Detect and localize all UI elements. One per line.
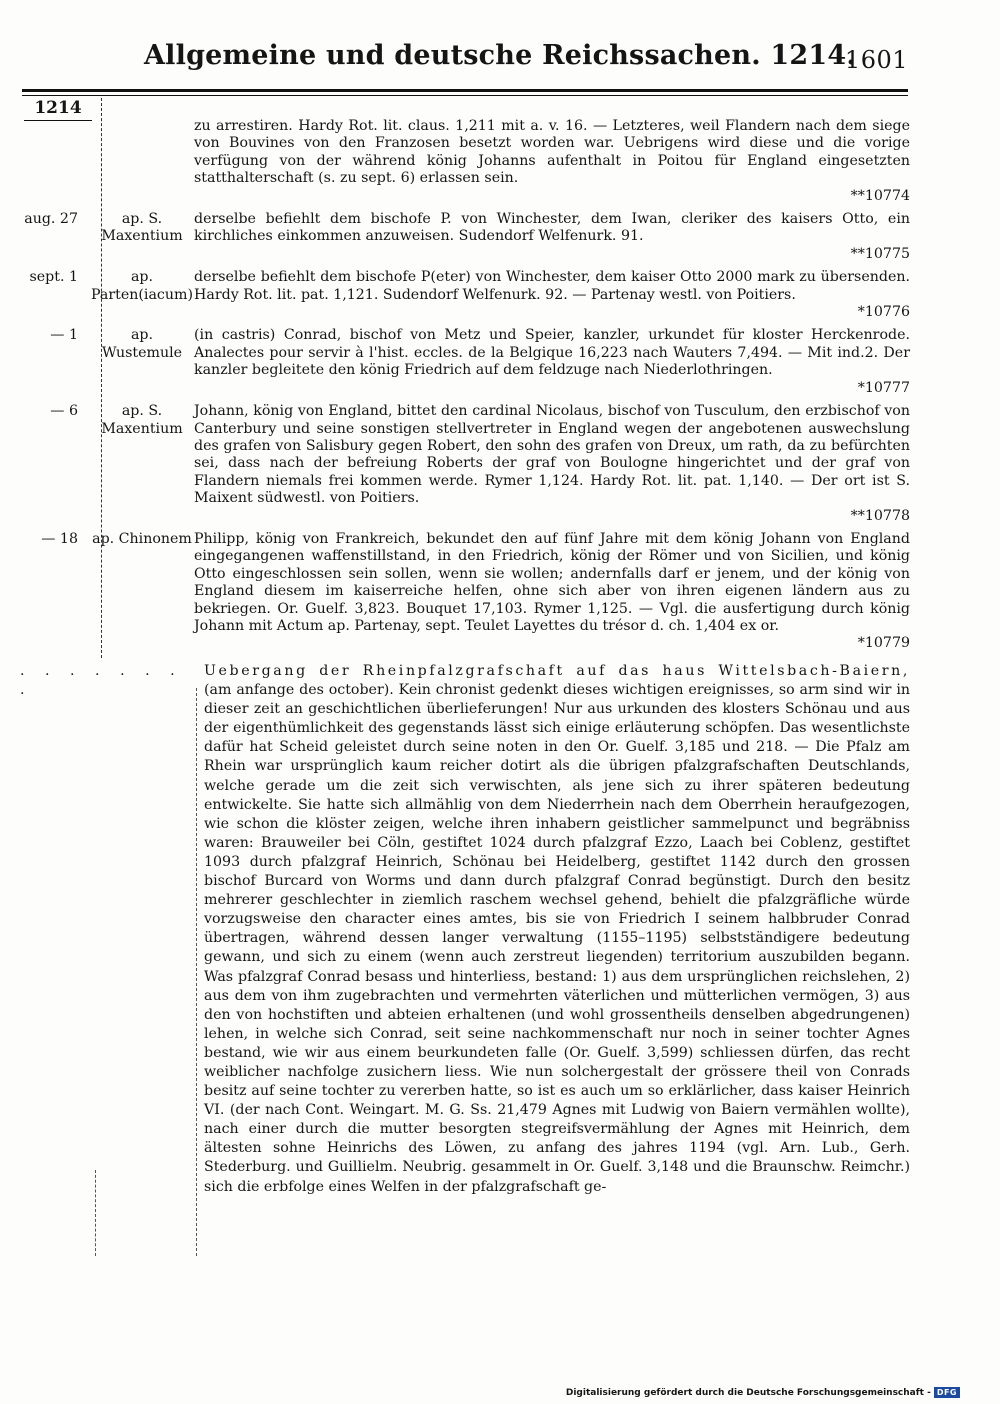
- entry-body: [194, 327, 910, 397]
- dfg-logo: DFG: [934, 1387, 960, 1398]
- entry-text: (in castris) Conrad, bischof von Metz und Speier, kanzler, urkundet für kloster Herckenrode. Analectes pour servir à l'hist. eccles. de la Belgique 16,223 nach Wauters 7,494. — Mit ind.2. Der kanzler begleitete den könig Friedrich auf dem feldzuge nach Niederlothringen.: [194, 327, 910, 379]
- entry-place: ap. Chinonem: [92, 530, 192, 547]
- section-text: (am anfange des october). Kein chronist gedenkt dieses wichtigen ereignisses, so arm sind wir in dieser zeit an geschichtlichen überlieferungen! Nur aus urkunden des klosters Schönau und aus der eigenthümlichkeit des gegenstands lässt sich einige erläuterung schöpfen. Das wesentlichste dafür hat Scheid geleistet durch seine noten in den Or. Guelf. 3,185 und 218. — Die Pfalz am Rhein war ursprünglich kaum reicher dotirt als die übrigen pfalzgrafschaften Deutschlands, welche gerade um die zeit sich verwischten, als jene sich zu ihrer späteren bedeutung entwickelte. Sie hatte sich allmählig von dem Niederrhein nach dem Oberrhein heraufgezogen, wie schon die klöster zeigen, welche ihren inhabern geistlicher sammelpunct und begräbniss waren: Brauweiler bei Cöln, gestiftet 1024 durch pfalzgraf Ezzo, Laach bei Coblenz, gestiftet 1093 durch pfalzgraf Heinrich, Schönau bei Heidelberg, gestiftet 1142 durch den grossen bischof Burcard von Worms und dann durch pfalzgraf Conrad begünstigt. Durch den besitz mehrerer geschlechter in ziemlich raschem wechsel gehend, behielt die pfalzgräfliche würde vorzugsweise den character eines amtes, bis sie von Friedrich I seinem halbbruder Conrad übertragen, während dessen langer verwaltung (1155–1195) selbstständigere bedeutung gewann, und sich zu einem (wenn auch zerstreut liegenden) territorium auszubilden begann. Was pfalzgraf Conrad besass und hinterliess, bestand: 1) aus dem ursprünglichen reichslehen, 2) aus dem von ihm zugebrachten und vermehrten väterlichen und mütterlichen vermögen, 3) aus den von hochstiften und abteien erhaltenen (und wohl grossentheils denselben abgedrungenen) lehen, in welche sich Conrad, seit seine nachkommenschaft nur noch in seiner tochter Agnes bestand, wie wir aus einem beurkundeten falle (Or. Guelf. 3,599) schliessen dürfen, das recht weiblicher nachfolge zusichern liess. Wie nun solchergestalt der grössere theil von Conrads besitz auf seine tochter zu vererben hatte, so ist es auch um so erklärlicher, dass kaiser Heinrich VI. (der nach Cont. Weingart. M. G. Ss. 21,479 Agnes mit Ludwig von Baiern vermählen wollte), nach einer durch die mutter besorgten stegreifsvermählung der Agnes mit Heinrich, dem ältesten sohne Heinrichs des Löwen, zu anfang des jahres 1194 (vgl. Arn. Lub., Gerh. Stederburg. und Guillielm. Neubrig. gesammelt in Or. Guelf. 3,148 und die Braunschw. Reimchr.) sich die erbfolge eines Welfen in der pfalzgrafschaft ge-: [204, 682, 910, 1195]
- page-title: Allgemeine und deutsche Reichssachen. 1214.: [144, 40, 856, 71]
- entry-body: [194, 211, 910, 263]
- section-body: [204, 662, 910, 1197]
- entry-body: [194, 118, 910, 205]
- entry-text: derselbe befiehlt dem bischofe P. von Winchester, dem Iwan, cleriker des kaisers Otto, ein kirchliches einkommen anzuweisen. Sudendorf Welfenurk. 91.: [194, 211, 910, 245]
- footer-text: Digitalisierung gefördert durch die Deutsche Forschungsgemeinschaft -: [565, 1387, 931, 1398]
- section-pfalzgrafschaft: [20, 662, 910, 1197]
- section-heading: Uebergang der Rheinpfalzgrafschaft auf das haus Wittelsbach-Baiern,: [204, 663, 910, 679]
- entry-place: ap. S. Maxentium: [101, 211, 183, 245]
- page-number: 1601: [844, 46, 908, 74]
- entry-number: **10778: [850, 507, 910, 524]
- entry-date: aug. 27: [24, 211, 78, 228]
- entry-date: [20, 118, 90, 205]
- regest-entry-10779: [20, 531, 910, 653]
- entry-date: sept. 1: [29, 269, 78, 286]
- regest-entry-10774: [20, 118, 910, 205]
- entry-place: ap. Parten(iacum): [91, 269, 193, 303]
- entry-place: [90, 118, 194, 205]
- entry-number: *10777: [857, 379, 910, 396]
- header-rule: [22, 89, 908, 92]
- regest-entries: [20, 118, 910, 653]
- footer-credit: [566, 1387, 960, 1398]
- year-label: 1214: [24, 98, 92, 121]
- section-leader-dots: . . . . . . . .: [20, 663, 183, 699]
- entry-body: [194, 403, 910, 525]
- regest-entry-10778: [20, 403, 910, 525]
- entry-place: ap. Wustemule: [101, 327, 183, 361]
- entry-number: *10779: [857, 635, 910, 652]
- regest-entry-10775: [20, 211, 910, 263]
- entry-body: [194, 269, 910, 321]
- margin-ticks: [95, 1170, 96, 1256]
- entry-date: — 18: [41, 530, 78, 547]
- entry-text: Philipp, könig von Frankreich, bekundet den auf fünf Jahre mit dem könig Johann von England eingegangenen waffenstillstand, in den Friedrich, könig der Römer und von Sicilien, und könig Otto eingeschlossen sein sollen, wenn sie wollen; andernfalls darf er jenem, und der könig von England diesem im kaiserreiche helfen, ohne sich aber von ihren eigenen ländern aus zu bekriegen. Or. Guelf. 3,823. Bouquet 17,103. Rymer 1,125. — Vgl. die ausfertigung durch könig Johann mit Actum ap. Partenay, sept. Teulet Layettes du trésor d. ch. 1,404 ex or.: [194, 530, 910, 634]
- entry-body: [194, 531, 910, 653]
- regest-entry-10776: [20, 269, 910, 321]
- entry-text: derselbe befiehlt dem bischofe P(eter) von Winchester, dem kaiser Otto 2000 mark zu übersenden. Hardy Rot. lit. pat. 1,121. Sudendorf Welfenurk. 92. — Partenay westl. von Poitiers.: [194, 269, 910, 303]
- entry-number: **10774: [850, 187, 910, 204]
- entry-place: ap. S. Maxentium: [101, 403, 183, 437]
- entry-date: — 6: [50, 403, 78, 420]
- regest-entry-10777: [20, 327, 910, 397]
- header-rule-thin: [22, 95, 908, 96]
- section-margin-line: [196, 688, 197, 1256]
- entry-text: zu arrestiren. Hardy Rot. lit. claus. 1,211 mit a. v. 16. — Letzteres, weil Flandern nach dem siege von Bouvines von den Franzosen besetzt worden war. Uebrigens wird diese und die vorige verfügung von der während könig Johanns aufenthalt in Poitou für England eingesetzten statthalterschaft (s. zu sept. 6) erlassen sein.: [194, 118, 910, 187]
- entry-text: Johann, könig von England, bittet den cardinal Nicolaus, bischof von Tusculum, den erzbischof von Canterbury und seine sonstigen stellvertreter in England wegen der angebotenen auswechslung des grafen von Salisbury gegen Robert, den sohn des grafen von Dreux, um rath, da zu befürchten sei, dass nach der befreiung Roberts der graf von Boulogne hingerichtet und der graf von Flandern niemals frei kommen werde. Rymer 1,124. Hardy Rot. lit. pat. 1,140. — Der ort ist S. Maixent südwestl. von Poitiers.: [194, 403, 910, 507]
- entry-number: *10776: [857, 304, 910, 321]
- entry-number: **10775: [850, 245, 910, 262]
- entry-date: — 1: [50, 327, 78, 344]
